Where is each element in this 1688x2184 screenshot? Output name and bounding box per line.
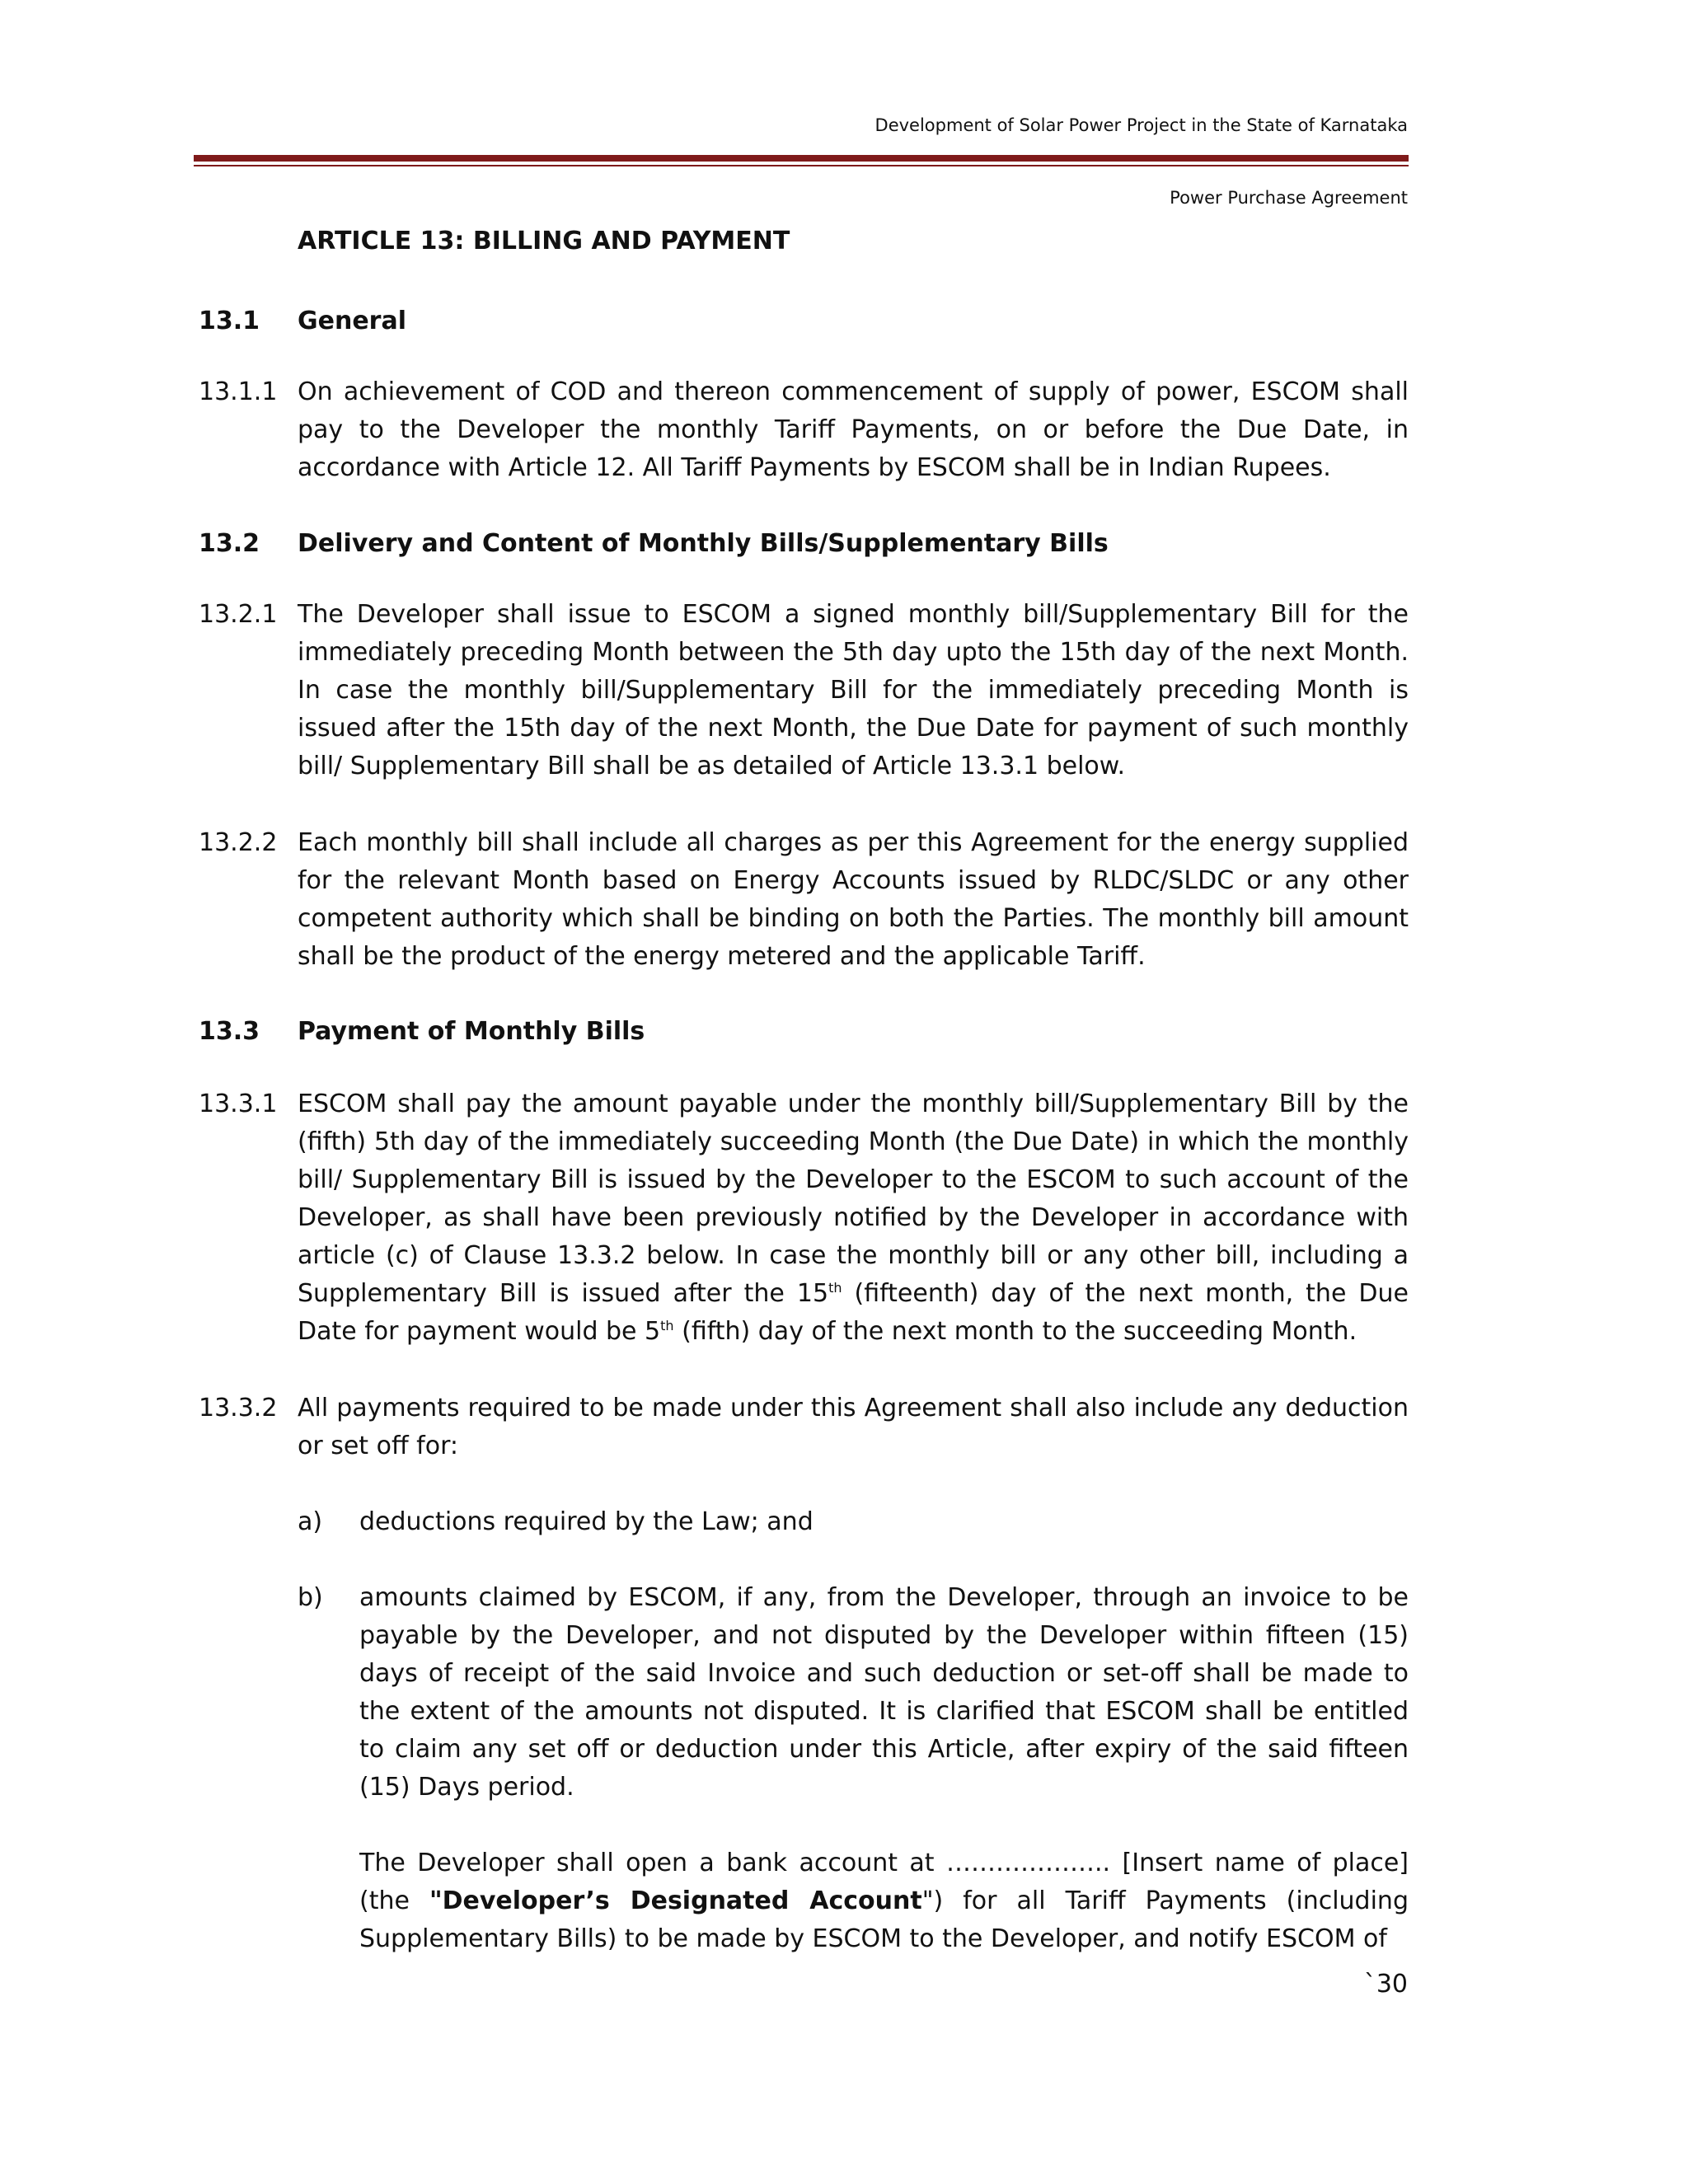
article-title: ARTICLE 13: BILLING AND PAYMENT	[298, 227, 790, 255]
section-number: 13.3	[199, 1017, 260, 1046]
clause-text: Each monthly bill shall include all charges as per this Agreement for the energy supplied for the relevant Month based on Energy Accounts issued by RLDC/SLDC or any other competent authority which shall be binding on both the Parties. The monthly bill amount shall be the product of the energy metered and the applicable Tariff.	[298, 828, 1409, 971]
header-rule-thin	[194, 165, 1409, 166]
section-heading: General	[298, 307, 406, 335]
account-paragraph: The Developer shall open a bank account at ……………….. [Insert name of place] (the "Developer’s Designated Account") for all Tariff Payments (including Supplementary Bills) to be made by ESCOM to the Developer, and notify ESCOM of	[359, 1849, 1409, 1953]
section-number: 13.1	[199, 307, 260, 335]
header-rule-thick	[194, 155, 1409, 162]
clause-number: 13.1.1	[199, 377, 278, 406]
superscript: th	[660, 1318, 674, 1333]
clause-number: 13.2.1	[199, 600, 278, 629]
list-label: a)	[298, 1507, 323, 1536]
clause-number: 13.2.2	[199, 828, 278, 857]
clause-text: The Developer shall issue to ESCOM a signed monthly bill/Supplementary Bill for the immediately preceding Month between the 5th day upto the 15th day of the next Month. In case the monthly bill/Supplementary Bill for the immediately preceding Month is issued after the 15th day of the next Month, the Due Date for payment of such monthly bill/ Supplementary Bill shall be as detailed of Article 13.3.1 below.	[298, 600, 1409, 780]
section-number: 13.2	[199, 529, 260, 558]
clause-number: 13.3.1	[199, 1090, 278, 1118]
clause-text: On achievement of COD and thereon commencement of supply of power, ESCOM shall pay to the Developer the monthly Tariff Payments, on or before the Due Date, in accordance with Article 12. All Tariff Payments by ESCOM shall be in Indian Rupees.	[298, 377, 1409, 482]
list-item-text: deductions required by the Law; and	[359, 1507, 814, 1536]
clause-text: ESCOM shall pay the amount payable under the monthly bill/Supplementary Bill by the (fifth) 5th day of the immediately succeeding Month (the Due Date) in which the monthly bill/ Supplementary Bill is issued by the Developer to the ESCOM to such account of the Developer, as shall have been previously notified by the Developer in accordance with article (c) of Clause 13.3.2 below. In case the monthly bill or any other bill, including a Supplementary Bill is issued after the 15th (fifteenth) day of the next month, the Due Date for payment would be 5th (fifth) day of the next month to the succeeding Month.	[298, 1090, 1409, 1346]
defined-term: "Developer’s Designated Account	[429, 1886, 922, 1915]
header-subtitle: Power Purchase Agreement	[1170, 188, 1408, 208]
superscript: th	[828, 1280, 842, 1296]
clause-number: 13.3.2	[199, 1394, 278, 1422]
list-item-text: amounts claimed by ESCOM, if any, from the Developer, through an invoice to be payable by the Developer, and not disputed by the Developer within fifteen (15) days of receipt of the said Invoice and such deduction or set-off shall be made to the extent of the amounts not disputed. It is clarified that ESCOM shall be entitled to claim any set off or deduction under this Article, after expiry of the said fifteen (15) Days period.	[359, 1583, 1409, 1802]
section-heading: Delivery and Content of Monthly Bills/Supplementary Bills	[298, 529, 1109, 558]
page-number: `30	[1363, 1970, 1408, 1999]
clause-text: All payments required to be made under this Agreement shall also include any deduction or set off for:	[298, 1394, 1409, 1460]
header-title: Development of Solar Power Project in the State of Karnataka	[874, 115, 1408, 135]
list-label: b)	[298, 1583, 323, 1612]
section-heading: Payment of Monthly Bills	[298, 1017, 645, 1046]
